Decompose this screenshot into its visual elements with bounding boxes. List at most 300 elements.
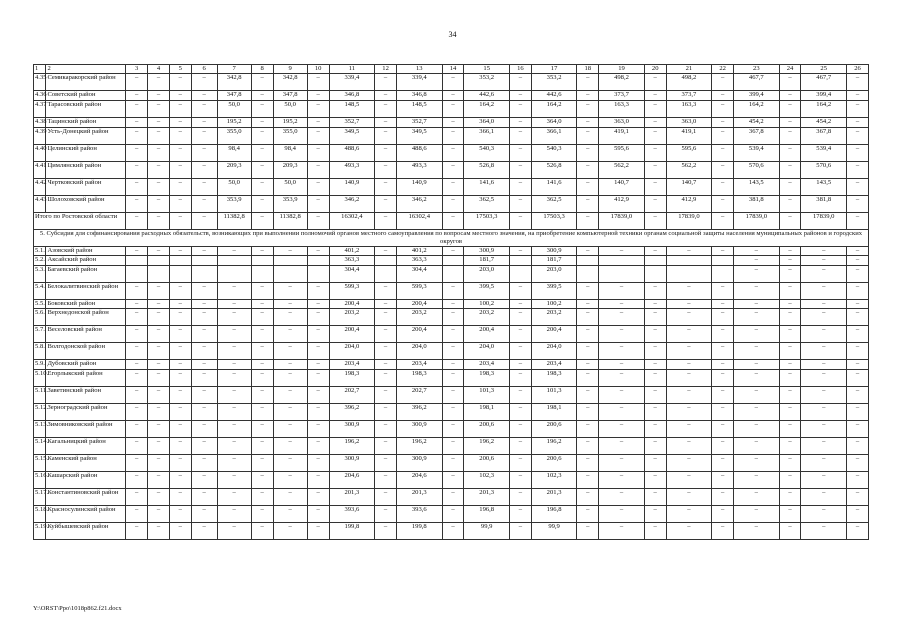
value-cell: –: [847, 343, 869, 360]
value-cell: –: [273, 282, 307, 299]
value-cell: 355,0: [273, 128, 307, 145]
value-cell: –: [126, 437, 148, 454]
row-number-cell: 5.13.: [34, 420, 46, 437]
table-row: [34, 299, 869, 308]
value-cell: –: [148, 505, 170, 522]
value-cell: –: [126, 179, 148, 196]
value-cell: –: [169, 299, 191, 308]
value-cell: –: [510, 471, 532, 488]
value-cell: –: [191, 488, 217, 505]
value-cell: –: [307, 343, 329, 360]
value-cell: 570,6: [801, 162, 847, 179]
value-cell: 198,3: [464, 369, 510, 386]
value-cell: –: [644, 505, 666, 522]
value-cell: 342,8: [273, 74, 307, 91]
value-cell: [217, 265, 251, 282]
value-cell: –: [148, 91, 170, 101]
value-cell: 346,2: [329, 196, 375, 213]
value-cell: 401,2: [329, 247, 375, 256]
value-cell: –: [442, 522, 464, 539]
value-cell: 362,5: [464, 196, 510, 213]
value-cell: –: [126, 471, 148, 488]
value-cell: –: [169, 360, 191, 369]
row-number-cell: 4.39: [34, 128, 46, 145]
value-cell: 399,5: [464, 282, 510, 299]
value-cell: –: [779, 360, 801, 369]
value-cell: 396,2: [396, 403, 442, 420]
value-cell: –: [666, 488, 712, 505]
total-row: [34, 213, 869, 230]
value-cell: 539,4: [801, 145, 847, 162]
value-cell: 195,2: [273, 118, 307, 128]
value-cell: –: [577, 343, 599, 360]
value-cell: 100,2: [531, 299, 577, 308]
value-cell: –: [510, 145, 532, 162]
value-cell: –: [644, 91, 666, 101]
value-cell: [307, 265, 329, 282]
value-cell: –: [734, 454, 780, 471]
value-cell: –: [644, 488, 666, 505]
table-row: [34, 437, 869, 454]
value-cell: 467,7: [801, 74, 847, 91]
value-cell: –: [712, 162, 734, 179]
value-cell: [375, 256, 397, 265]
value-cell: –: [734, 522, 780, 539]
value-cell: –: [712, 326, 734, 343]
value-cell: –: [126, 369, 148, 386]
value-cell: –: [169, 309, 191, 326]
value-cell: –: [307, 282, 329, 299]
value-cell: –: [251, 369, 273, 386]
total-value-cell: 17839,0: [599, 213, 645, 230]
value-cell: –: [644, 420, 666, 437]
value-cell: –: [442, 282, 464, 299]
value-cell: –: [191, 282, 217, 299]
value-cell: –: [577, 437, 599, 454]
value-cell: –: [779, 369, 801, 386]
value-cell: –: [217, 247, 251, 256]
value-cell: 50,0: [217, 179, 251, 196]
value-cell: –: [712, 247, 734, 256]
value-cell: –: [251, 360, 273, 369]
value-cell: –: [126, 386, 148, 403]
value-cell: –: [251, 488, 273, 505]
value-cell: [644, 256, 666, 265]
value-cell: –: [442, 299, 464, 308]
value-cell: –: [307, 128, 329, 145]
value-cell: –: [801, 386, 847, 403]
value-cell: 203,4: [329, 360, 375, 369]
value-cell: 493,3: [329, 162, 375, 179]
value-cell: –: [307, 101, 329, 118]
value-cell: –: [577, 386, 599, 403]
value-cell: –: [712, 505, 734, 522]
value-cell: –: [599, 247, 645, 256]
value-cell: –: [644, 454, 666, 471]
value-cell: –: [307, 326, 329, 343]
value-cell: –: [307, 162, 329, 179]
total-value-cell: 17839,0: [734, 213, 780, 230]
value-cell: –: [375, 369, 397, 386]
value-cell: –: [666, 247, 712, 256]
value-cell: –: [442, 505, 464, 522]
value-cell: –: [191, 420, 217, 437]
value-cell: –: [847, 118, 869, 128]
value-cell: –: [734, 309, 780, 326]
value-cell: –: [375, 282, 397, 299]
value-cell: –: [779, 343, 801, 360]
value-cell: 198,3: [396, 369, 442, 386]
value-cell: –: [577, 522, 599, 539]
table-row: [34, 179, 869, 196]
value-cell: –: [442, 196, 464, 213]
column-number-cell: 9: [273, 65, 307, 74]
value-cell: 363,0: [599, 118, 645, 128]
value-cell: 141,6: [464, 179, 510, 196]
value-cell: –: [217, 488, 251, 505]
value-cell: –: [847, 128, 869, 145]
value-cell: –: [251, 247, 273, 256]
value-cell: –: [847, 505, 869, 522]
value-cell: –: [307, 454, 329, 471]
value-cell: –: [847, 74, 869, 91]
value-cell: –: [169, 118, 191, 128]
value-cell: –: [644, 437, 666, 454]
value-cell: –: [126, 282, 148, 299]
value-cell: –: [251, 505, 273, 522]
value-cell: –: [577, 101, 599, 118]
value-cell: –: [148, 179, 170, 196]
total-label-cell: Итого по Ростовской области: [34, 213, 126, 230]
district-name-cell: Цимлянский район: [46, 162, 126, 179]
value-cell: –: [442, 91, 464, 101]
district-name-cell: Верхнедонской район: [46, 309, 126, 326]
value-cell: –: [442, 162, 464, 179]
row-number-cell: 5.6.: [34, 309, 46, 326]
value-cell: –: [442, 101, 464, 118]
value-cell: [126, 256, 148, 265]
value-cell: –: [847, 162, 869, 179]
value-cell: [191, 256, 217, 265]
value-cell: –: [577, 403, 599, 420]
table-row: [34, 196, 869, 213]
value-cell: 399,5: [531, 282, 577, 299]
value-cell: –: [169, 74, 191, 91]
value-cell: –: [510, 437, 532, 454]
value-cell: –: [510, 74, 532, 91]
value-cell: –: [191, 162, 217, 179]
value-cell: [273, 265, 307, 282]
district-name-cell: Багаевский район: [46, 265, 126, 282]
value-cell: –: [169, 488, 191, 505]
value-cell: –: [801, 488, 847, 505]
value-cell: 366,1: [531, 128, 577, 145]
value-cell: 595,6: [666, 145, 712, 162]
value-cell: –: [577, 299, 599, 308]
value-cell: –: [148, 101, 170, 118]
value-cell: 304,4: [329, 265, 375, 282]
value-cell: –: [126, 488, 148, 505]
value-cell: –: [191, 118, 217, 128]
district-name-cell: Заветинский район: [46, 386, 126, 403]
total-value-cell: 16302,4: [396, 213, 442, 230]
table-row: [34, 420, 869, 437]
total-value-cell: –: [375, 213, 397, 230]
value-cell: –: [191, 309, 217, 326]
value-cell: –: [273, 247, 307, 256]
value-cell: –: [644, 179, 666, 196]
row-number-cell: 5.19.: [34, 522, 46, 539]
section-title: 5. Субсидия для софинансирования расходных обязательств, возникающих при выполнении полномочий органов местного самоуправления по вопросам местного значения, на приобретение компьютерной техники органам социальной защиты населения муниципальных районов и городских округов: [34, 230, 869, 247]
value-cell: –: [510, 128, 532, 145]
value-cell: 300,9: [329, 454, 375, 471]
value-cell: –: [712, 386, 734, 403]
value-cell: 347,8: [217, 91, 251, 101]
table-row: [34, 522, 869, 539]
value-cell: –: [169, 282, 191, 299]
value-cell: 141,6: [531, 179, 577, 196]
value-cell: 148,5: [396, 101, 442, 118]
value-cell: 201,3: [329, 488, 375, 505]
value-cell: –: [191, 437, 217, 454]
value-cell: –: [599, 420, 645, 437]
value-cell: 101,3: [464, 386, 510, 403]
value-cell: 562,2: [599, 162, 645, 179]
column-number-cell: 4: [148, 65, 170, 74]
value-cell: –: [126, 118, 148, 128]
value-cell: –: [126, 101, 148, 118]
value-cell: [577, 265, 599, 282]
row-number-cell: 4.41: [34, 162, 46, 179]
value-cell: 498,2: [666, 74, 712, 91]
value-cell: –: [779, 505, 801, 522]
total-value-cell: 17503,3: [531, 213, 577, 230]
value-cell: –: [375, 128, 397, 145]
district-name-cell: Константиновский район: [46, 488, 126, 505]
value-cell: –: [375, 299, 397, 308]
table-row: [34, 386, 869, 403]
value-cell: 399,4: [801, 91, 847, 101]
value-cell: 419,1: [666, 128, 712, 145]
value-cell: –: [217, 309, 251, 326]
value-cell: –: [148, 488, 170, 505]
value-cell: –: [644, 196, 666, 213]
value-cell: 198,1: [464, 403, 510, 420]
value-cell: –: [712, 343, 734, 360]
value-cell: –: [442, 437, 464, 454]
value-cell: –: [126, 326, 148, 343]
value-cell: –: [599, 369, 645, 386]
value-cell: 346,2: [396, 196, 442, 213]
value-cell: –: [148, 118, 170, 128]
value-cell: –: [126, 74, 148, 91]
value-cell: –: [510, 420, 532, 437]
value-cell: 200,6: [531, 420, 577, 437]
value-cell: –: [126, 522, 148, 539]
value-cell: 396,2: [329, 403, 375, 420]
value-cell: 562,2: [666, 162, 712, 179]
value-cell: 352,7: [329, 118, 375, 128]
value-cell: –: [801, 256, 847, 265]
value-cell: –: [191, 326, 217, 343]
value-cell: 196,8: [464, 505, 510, 522]
value-cell: –: [191, 369, 217, 386]
value-cell: –: [801, 282, 847, 299]
value-cell: –: [801, 326, 847, 343]
value-cell: –: [510, 386, 532, 403]
value-cell: –: [251, 471, 273, 488]
value-cell: [126, 265, 148, 282]
value-cell: –: [217, 437, 251, 454]
value-cell: 346,8: [329, 91, 375, 101]
value-cell: –: [510, 118, 532, 128]
value-cell: –: [251, 386, 273, 403]
value-cell: –: [801, 247, 847, 256]
value-cell: 200,6: [464, 420, 510, 437]
value-cell: –: [712, 118, 734, 128]
value-cell: –: [779, 282, 801, 299]
value-cell: 203,2: [329, 309, 375, 326]
value-cell: –: [442, 471, 464, 488]
value-cell: –: [712, 299, 734, 308]
total-value-cell: –: [126, 213, 148, 230]
value-cell: –: [847, 145, 869, 162]
row-number-cell: 4.35: [34, 74, 46, 91]
value-cell: –: [779, 128, 801, 145]
value-cell: –: [148, 420, 170, 437]
value-cell: 164,2: [464, 101, 510, 118]
value-cell: –: [307, 488, 329, 505]
row-number-cell: 4.43: [34, 196, 46, 213]
value-cell: –: [251, 101, 273, 118]
value-cell: –: [644, 299, 666, 308]
value-cell: 364,0: [531, 118, 577, 128]
value-cell: [510, 265, 532, 282]
value-cell: 204,0: [531, 343, 577, 360]
value-cell: –: [126, 162, 148, 179]
value-cell: 363,3: [329, 256, 375, 265]
value-cell: –: [191, 179, 217, 196]
value-cell: –: [779, 299, 801, 308]
value-cell: –: [577, 505, 599, 522]
value-cell: –: [307, 437, 329, 454]
page-number: 34: [448, 30, 457, 39]
value-cell: –: [577, 247, 599, 256]
table-row: [34, 256, 869, 265]
column-number-cell: 11: [329, 65, 375, 74]
value-cell: –: [169, 343, 191, 360]
value-cell: 101,3: [531, 386, 577, 403]
value-cell: –: [273, 299, 307, 308]
value-cell: –: [599, 437, 645, 454]
district-name-cell: Семикаракорский район: [46, 74, 126, 91]
value-cell: 412,9: [599, 196, 645, 213]
district-name-cell: Куйбышевский район: [46, 522, 126, 539]
value-cell: –: [375, 196, 397, 213]
value-cell: –: [734, 505, 780, 522]
value-cell: –: [644, 326, 666, 343]
value-cell: –: [217, 522, 251, 539]
value-cell: –: [599, 386, 645, 403]
value-cell: –: [510, 196, 532, 213]
row-number-cell: 5.10.: [34, 369, 46, 386]
value-cell: 164,2: [801, 101, 847, 118]
row-number-cell: 5.4.: [34, 282, 46, 299]
column-number-cell: 22: [712, 65, 734, 74]
value-cell: –: [712, 309, 734, 326]
value-cell: –: [510, 247, 532, 256]
section-title-row: [34, 230, 869, 247]
value-cell: –: [599, 454, 645, 471]
value-cell: –: [307, 299, 329, 308]
value-cell: –: [375, 343, 397, 360]
value-cell: –: [779, 471, 801, 488]
subsidy-table: [33, 64, 869, 540]
value-cell: 454,2: [734, 118, 780, 128]
value-cell: –: [510, 343, 532, 360]
value-cell: –: [273, 309, 307, 326]
value-cell: –: [847, 247, 869, 256]
value-cell: –: [644, 343, 666, 360]
value-cell: –: [217, 386, 251, 403]
total-value-cell: –: [644, 213, 666, 230]
value-cell: –: [779, 437, 801, 454]
value-cell: –: [169, 420, 191, 437]
value-cell: 204,6: [396, 471, 442, 488]
value-cell: –: [217, 471, 251, 488]
value-cell: –: [169, 326, 191, 343]
district-name-cell: Кашарский район: [46, 471, 126, 488]
value-cell: –: [712, 196, 734, 213]
total-value-cell: 17839,0: [801, 213, 847, 230]
value-cell: –: [666, 299, 712, 308]
value-cell: –: [644, 118, 666, 128]
value-cell: 140,9: [396, 179, 442, 196]
value-cell: –: [712, 454, 734, 471]
table-row: [34, 454, 869, 471]
value-cell: –: [847, 488, 869, 505]
value-cell: –: [712, 74, 734, 91]
value-cell: –: [577, 309, 599, 326]
district-name-cell: Зимовниковский район: [46, 420, 126, 437]
total-value-cell: 11382,8: [273, 213, 307, 230]
value-cell: –: [510, 488, 532, 505]
value-cell: –: [510, 326, 532, 343]
value-cell: –: [251, 299, 273, 308]
value-cell: 200,4: [464, 326, 510, 343]
value-cell: –: [442, 403, 464, 420]
value-cell: 595,6: [599, 145, 645, 162]
value-cell: [666, 256, 712, 265]
value-cell: –: [375, 522, 397, 539]
value-cell: –: [577, 91, 599, 101]
value-cell: 203,2: [531, 309, 577, 326]
value-cell: –: [375, 309, 397, 326]
value-cell: –: [599, 488, 645, 505]
value-cell: –: [375, 91, 397, 101]
value-cell: –: [251, 343, 273, 360]
district-name-cell: Дубовский район: [46, 360, 126, 369]
row-number-cell: 5.7.: [34, 326, 46, 343]
value-cell: 199,8: [329, 522, 375, 539]
value-cell: –: [169, 145, 191, 162]
value-cell: –: [666, 309, 712, 326]
value-cell: –: [251, 196, 273, 213]
value-cell: 102,3: [464, 471, 510, 488]
value-cell: 200,6: [531, 454, 577, 471]
column-number-cell: 6: [191, 65, 217, 74]
table-row: [34, 403, 869, 420]
